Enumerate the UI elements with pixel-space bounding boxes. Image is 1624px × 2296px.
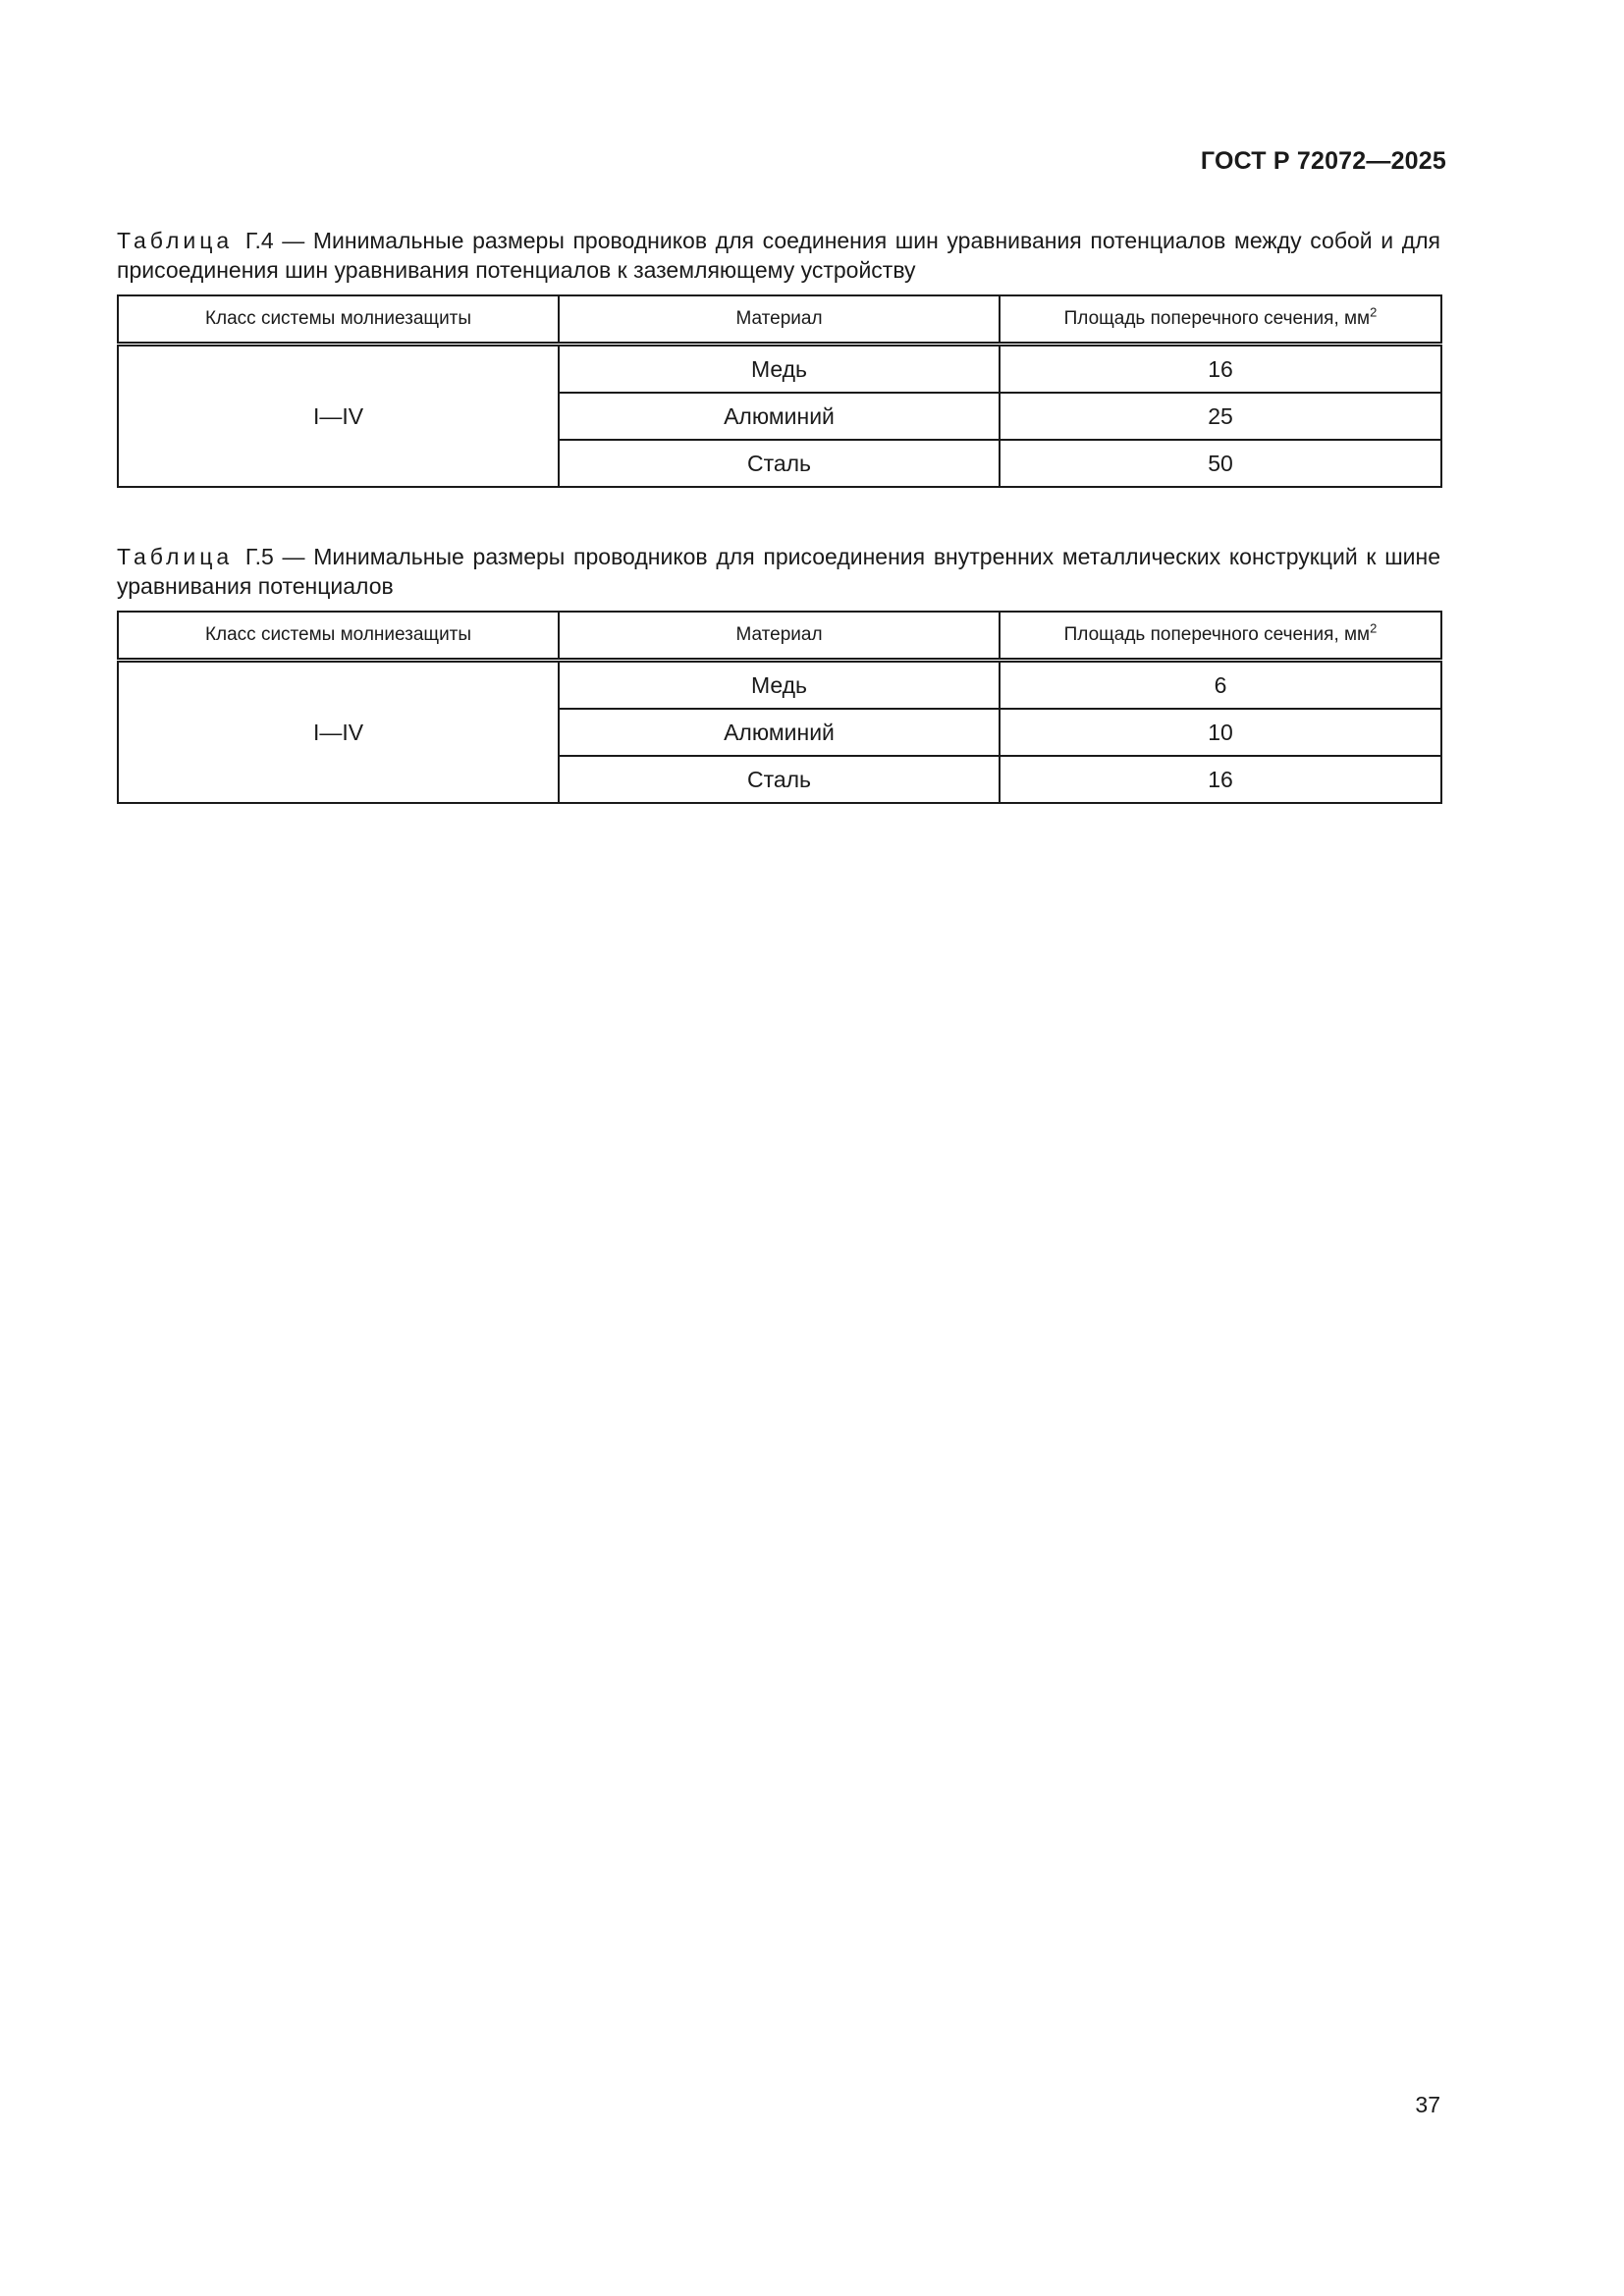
- column-header-area: [1000, 612, 1441, 661]
- column-header-area-sup: 2: [1370, 620, 1378, 636]
- column-header-area-text: Площадь поперечного сечения, мм: [1063, 624, 1371, 645]
- material-cell: Сталь: [559, 440, 1000, 487]
- material-cell: Сталь: [559, 756, 1000, 803]
- table-header-row: [118, 295, 1441, 345]
- table-row: [118, 661, 1441, 710]
- material-cell: Алюминий: [559, 393, 1000, 440]
- table-g5-block: [117, 542, 1440, 804]
- area-cell: 6: [1000, 661, 1441, 710]
- column-header-material: Материал: [559, 295, 1000, 345]
- page-number: 37: [1415, 2092, 1440, 2117]
- class-cell: I—IV: [118, 345, 559, 488]
- column-header-area-sup: 2: [1370, 304, 1378, 320]
- class-cell: I—IV: [118, 661, 559, 804]
- table-g5-caption-label: Таблица: [117, 544, 234, 569]
- table-g5-caption: [117, 542, 1440, 601]
- column-header-material: Материал: [559, 612, 1000, 661]
- table-header-row: [118, 612, 1441, 661]
- table-row: [118, 345, 1441, 394]
- material-cell: Медь: [559, 345, 1000, 394]
- area-cell: 16: [1000, 345, 1441, 394]
- table-g5: [117, 611, 1442, 804]
- column-header-class: Класс системы молниезащиты: [118, 612, 559, 661]
- table-g4: [117, 294, 1442, 488]
- table-g4-caption: [117, 226, 1440, 285]
- table-g4-caption-label: Таблица: [117, 228, 234, 253]
- document-code: ГОСТ Р 72072—2025: [1200, 147, 1446, 175]
- material-cell: Алюминий: [559, 709, 1000, 756]
- column-header-class: Класс системы молниезащиты: [118, 295, 559, 345]
- material-cell: Медь: [559, 661, 1000, 710]
- column-header-area-text: Площадь поперечного сечения, мм: [1063, 308, 1371, 329]
- table-g5-caption-text: Г.5 — Минимальные размеры проводников для присоединения внутренних металлических конструкций к шине уравнивания потенциалов: [117, 544, 1440, 599]
- column-header-area: [1000, 295, 1441, 345]
- table-g4-block: [117, 226, 1440, 488]
- area-cell: 25: [1000, 393, 1441, 440]
- area-cell: 50: [1000, 440, 1441, 487]
- area-cell: 16: [1000, 756, 1441, 803]
- table-g4-caption-text: Г.4 — Минимальные размеры проводников для соединения шин уравнивания потенциалов между собой и для присоединения шин уравнивания потенциалов к заземляющему устройству: [117, 228, 1440, 283]
- area-cell: 10: [1000, 709, 1441, 756]
